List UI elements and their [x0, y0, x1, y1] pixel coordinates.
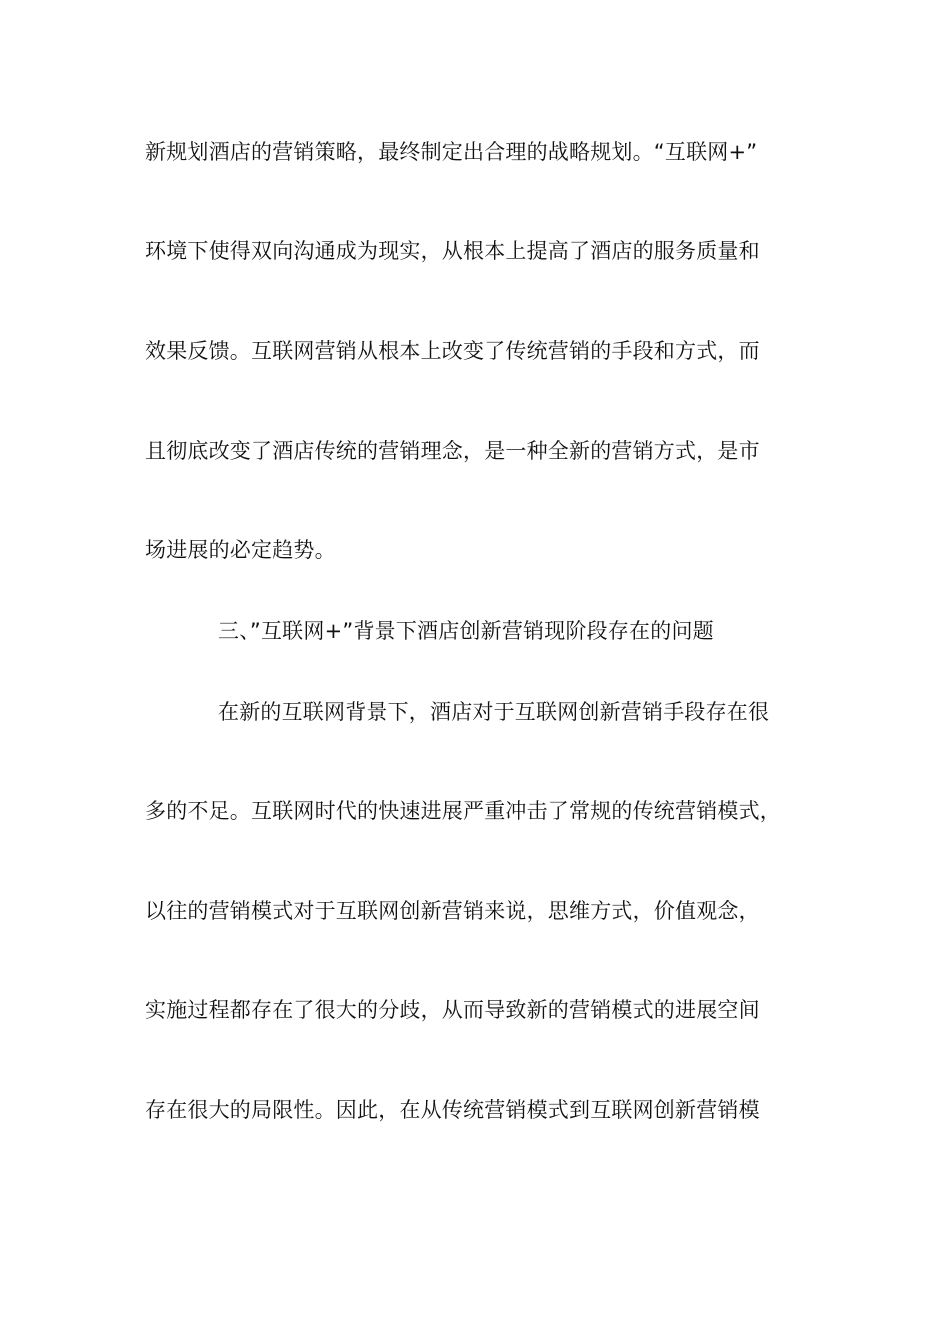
paragraph-1-line-5: 场进展的必定趋势。 [145, 538, 336, 562]
paragraph-1-line-1: 新规划酒店的营销策略，最终制定出合理的战略规划。“互联网+” [145, 140, 758, 164]
paragraph-1-line-2: 环境下使得双向沟通成为现实，从根本上提高了酒店的服务质量和 [145, 239, 760, 263]
section-heading: 三、”互联网+”背景下酒店创新营销现阶段存在的问题 [218, 619, 714, 643]
paragraph-2-line-3: 以往的营销模式对于互联网创新营销来说，思维方式，价值观念， [145, 899, 760, 923]
paragraph-2-line-2: 多的不足。互联网时代的快速进展严重冲击了常规的传统营销模式， [145, 799, 781, 823]
paragraph-2-line-5: 存在很大的局限性。因此，在从传统营销模式到互联网创新营销模 [145, 1098, 760, 1122]
paragraph-2-line-1: 在新的互联网背景下，酒店对于互联网创新营销手段存在很 [218, 700, 770, 724]
paragraph-1-line-3: 效果反馈。互联网营销从根本上改变了传统营销的手段和方式，而 [145, 339, 760, 363]
paragraph-1-line-4: 且彻底改变了酒店传统的营销理念，是一种全新的营销方式，是市 [145, 439, 760, 463]
paragraph-2-line-4: 实施过程都存在了很大的分歧，从而导致新的营销模式的进展空间 [145, 998, 760, 1022]
